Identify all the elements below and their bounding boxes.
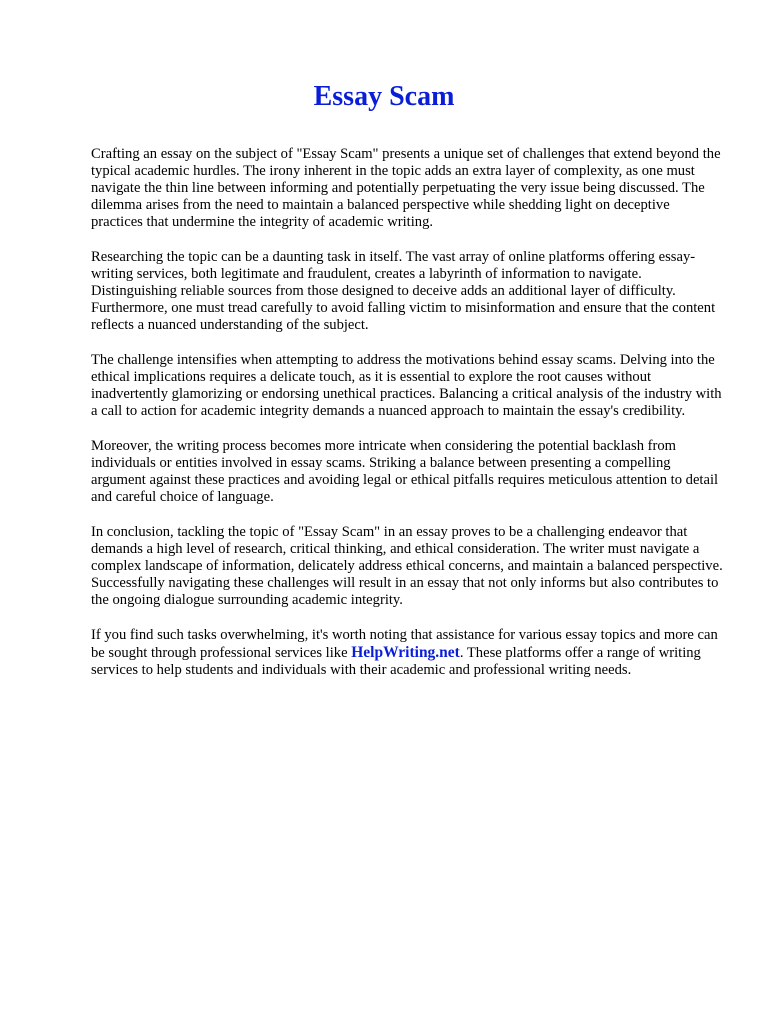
page-title: Essay Scam xyxy=(313,81,455,112)
helpwriting-link[interactable]: HelpWriting.net xyxy=(351,644,460,661)
paragraph-2: Researching the topic can be a daunting task in itself. The vast array of online platforms offering essay-writing services, both legitimate and fraudulent, creates a labyrinth of information to navigate. Distinguishing reliable sources from those designed to deceive adds an additional layer of difficulty. Furthermore, one must tread carefully to avoid falling victim to misinformation and ensure that the content reflects a nuanced understanding of the subject. xyxy=(91,249,716,333)
paragraph-3: The challenge intensifies when attempting to address the motivations behind essay scams. Delving into the ethical implications requires a delicate touch, as it is essential to explore the root causes without inadvertently glamorizing or endorsing unethical practices. Balancing a critical analysis of the industry with a call to action for academic integrity demands a nuanced approach to maintain the essay's credibility. xyxy=(91,352,722,419)
paragraph-6-before-link: If you find such tasks overwhelming, it's worth noting that assistance for various essay topics and more can be sought through professional services like xyxy=(91,627,718,661)
paragraph-5: In conclusion, tackling the topic of "Essay Scam" in an essay proves to be a challenging endeavor that demands a high level of research, critical thinking, and ethical consideration. The writer must navigate a complex landscape of information, delicately address ethical concerns, and maintain a balanced perspective. Successfully navigating these challenges will result in an essay that not only informs but also contributes to the ongoing dialogue surrounding academic integrity. xyxy=(91,524,723,608)
paragraph-6-after-link: . These platforms offer a range of writing services to help students and individuals with their academic and professional writing needs. xyxy=(91,645,701,678)
paragraph-4: Moreover, the writing process becomes more intricate when considering the potential backlash from individuals or entities involved in essay scams. Striking a balance between presenting a compelling argument against these practices and avoiding legal or ethical pitfalls requires meticulous attention to detail and careful choice of language. xyxy=(91,438,719,505)
paragraph-6 xyxy=(91,627,723,679)
paragraph-1: Crafting an essay on the subject of "Essay Scam" presents a unique set of challenges that extend beyond the typical academic hurdles. The irony inherent in the topic adds an extra layer of complexity, as one must navigate the thin line between informing and potentially perpetuating the very issue being discussed. The dilemma arises from the need to maintain a balanced perspective while shedding light on deceptive practices that undermine the integrity of academic writing. xyxy=(91,146,721,230)
document-body xyxy=(91,146,723,697)
